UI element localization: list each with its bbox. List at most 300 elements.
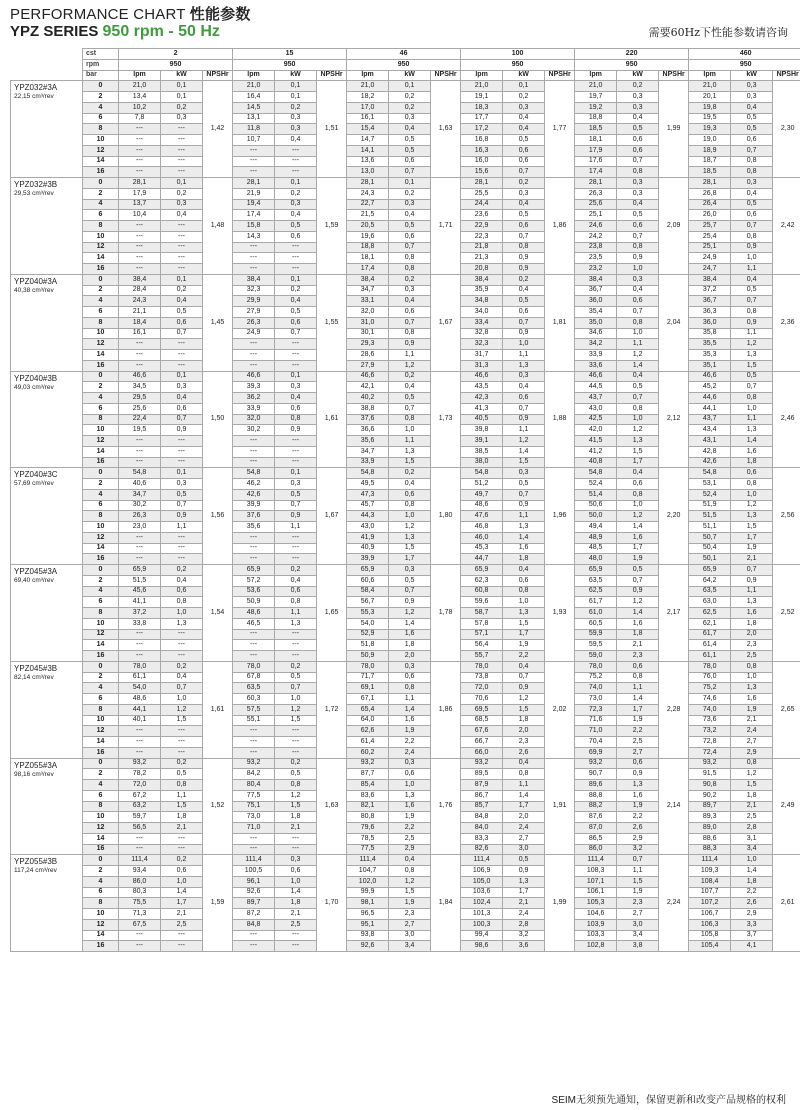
flow-cell: 51,8 bbox=[347, 640, 389, 651]
bar-cell: 6 bbox=[83, 597, 119, 608]
power-cell: 2,0 bbox=[503, 726, 545, 737]
power-cell: 1,3 bbox=[161, 618, 203, 629]
flow-cell: 61,4 bbox=[347, 737, 389, 748]
power-cell: 2,0 bbox=[731, 629, 773, 640]
flow-cell: 30,2 bbox=[119, 500, 161, 511]
flow-cell: --- bbox=[119, 135, 161, 146]
flow-cell: 66,7 bbox=[461, 737, 503, 748]
flow-cell: 73,6 bbox=[689, 715, 731, 726]
flow-cell: 16,3 bbox=[461, 145, 503, 156]
power-cell: 0,4 bbox=[503, 661, 545, 672]
power-cell: 1,7 bbox=[617, 457, 659, 468]
flow-cell: --- bbox=[233, 737, 275, 748]
flow-cell: 109,3 bbox=[689, 866, 731, 877]
power-cell: 0,3 bbox=[503, 188, 545, 199]
power-cell: --- bbox=[275, 446, 317, 457]
power-cell: 2,9 bbox=[731, 747, 773, 758]
power-cell: 1,2 bbox=[731, 769, 773, 780]
flow-cell: --- bbox=[233, 747, 275, 758]
model-displacement: 98,16 cm³/rev bbox=[14, 770, 54, 778]
flow-cell: 33,1 bbox=[347, 296, 389, 307]
bar-cell: 8 bbox=[83, 221, 119, 232]
power-cell: 0,4 bbox=[617, 468, 659, 479]
power-cell: 0,4 bbox=[389, 210, 431, 221]
flow-cell: 42,6 bbox=[233, 489, 275, 500]
series-name: YPZ SERIES bbox=[10, 23, 99, 40]
model-cell bbox=[11, 855, 83, 952]
power-cell: 0,5 bbox=[617, 565, 659, 576]
power-cell: 1,8 bbox=[731, 618, 773, 629]
npshr-cell: 1,86 bbox=[545, 178, 575, 275]
flow-cell: 24,2 bbox=[575, 231, 617, 242]
power-cell: --- bbox=[275, 253, 317, 264]
power-cell: 0,7 bbox=[503, 672, 545, 683]
npshr-cell: 1,63 bbox=[431, 81, 461, 178]
flow-cell: 58,7 bbox=[461, 608, 503, 619]
power-cell: 1,1 bbox=[503, 425, 545, 436]
power-cell: 0,9 bbox=[503, 253, 545, 264]
blank-cell bbox=[11, 70, 83, 81]
flow-cell: 37,2 bbox=[689, 285, 731, 296]
power-cell: 0,9 bbox=[161, 425, 203, 436]
flow-cell: 42,8 bbox=[689, 446, 731, 457]
npshr-cell: 2,02 bbox=[545, 661, 575, 758]
flow-cell: 75,5 bbox=[119, 898, 161, 909]
flow-cell: 59,5 bbox=[575, 640, 617, 651]
power-cell: 0,4 bbox=[161, 575, 203, 586]
flow-cell: 102,0 bbox=[347, 876, 389, 887]
power-cell: --- bbox=[275, 339, 317, 350]
viscosity-header: 46 bbox=[347, 49, 461, 60]
flow-cell: 13,6 bbox=[347, 156, 389, 167]
flow-cell: 34,8 bbox=[461, 296, 503, 307]
power-cell: 0,4 bbox=[731, 102, 773, 113]
flow-cell: 25,4 bbox=[689, 231, 731, 242]
power-cell: 0,8 bbox=[731, 307, 773, 318]
flow-cell: --- bbox=[119, 457, 161, 468]
npshr-cell: 1,63 bbox=[317, 758, 347, 855]
flow-cell: 86,7 bbox=[461, 790, 503, 801]
flow-cell: 51,5 bbox=[119, 575, 161, 586]
flow-cell: 18,4 bbox=[119, 317, 161, 328]
power-cell: --- bbox=[275, 436, 317, 447]
flow-cell: 25,7 bbox=[689, 221, 731, 232]
flow-cell: 32,3 bbox=[233, 285, 275, 296]
chart-header bbox=[10, 6, 251, 41]
flow-cell: 17,4 bbox=[347, 264, 389, 275]
power-cell: 2,9 bbox=[617, 833, 659, 844]
flow-cell: 111,4 bbox=[119, 855, 161, 866]
flow-cell: 86,0 bbox=[119, 876, 161, 887]
flow-cell: 74,0 bbox=[689, 704, 731, 715]
power-cell: 1,0 bbox=[617, 414, 659, 425]
power-cell: 1,9 bbox=[617, 801, 659, 812]
flow-cell: 78,0 bbox=[233, 661, 275, 672]
flow-cell: 23,2 bbox=[575, 264, 617, 275]
power-cell: 1,8 bbox=[731, 790, 773, 801]
flow-cell: --- bbox=[233, 264, 275, 275]
flow-cell: --- bbox=[119, 629, 161, 640]
flow-cell: 57,5 bbox=[233, 704, 275, 715]
power-cell: 1,1 bbox=[389, 436, 431, 447]
npshr-cell: 2,61 bbox=[773, 855, 800, 952]
power-cell: 0,2 bbox=[389, 371, 431, 382]
flow-cell: 23,5 bbox=[575, 253, 617, 264]
npshr-cell: 1,48 bbox=[203, 178, 233, 275]
flow-cell: 98,6 bbox=[461, 941, 503, 952]
power-cell: 1,4 bbox=[275, 887, 317, 898]
flow-cell: --- bbox=[233, 833, 275, 844]
model-cell bbox=[11, 274, 83, 371]
model-displacement: 49,03 cm³/rev bbox=[14, 383, 54, 391]
power-cell: 0,2 bbox=[275, 102, 317, 113]
bar-cell: 0 bbox=[83, 855, 119, 866]
flow-cell: 89,7 bbox=[689, 801, 731, 812]
power-cell: 1,0 bbox=[503, 597, 545, 608]
power-cell: 1,8 bbox=[503, 554, 545, 565]
power-cell: 1,0 bbox=[275, 694, 317, 705]
flow-cell: 88,6 bbox=[689, 833, 731, 844]
power-cell: 0,7 bbox=[161, 328, 203, 339]
flow-cell: 42,5 bbox=[575, 414, 617, 425]
flow-cell: 106,7 bbox=[689, 909, 731, 920]
model-name: YPZ032#3A bbox=[14, 83, 58, 93]
power-cell: 0,2 bbox=[275, 565, 317, 576]
flow-cell: 28,1 bbox=[233, 178, 275, 189]
flow-cell: 41,2 bbox=[575, 446, 617, 457]
power-cell: 1,5 bbox=[731, 780, 773, 791]
power-cell: --- bbox=[161, 930, 203, 941]
flow-cell: 36,7 bbox=[575, 285, 617, 296]
power-cell: 3,2 bbox=[617, 844, 659, 855]
power-cell: 0,6 bbox=[275, 403, 317, 414]
flow-cell: 61,4 bbox=[689, 640, 731, 651]
flow-cell: 46,5 bbox=[233, 618, 275, 629]
flow-cell: 40,5 bbox=[461, 414, 503, 425]
bar-cell: 14 bbox=[83, 253, 119, 264]
power-cell: 1,3 bbox=[503, 360, 545, 371]
power-cell: 2,1 bbox=[161, 909, 203, 920]
flow-cell: 24,9 bbox=[689, 253, 731, 264]
flow-cell: 38,4 bbox=[689, 274, 731, 285]
npshr-cell: 1,42 bbox=[203, 81, 233, 178]
flow-cell: --- bbox=[119, 941, 161, 952]
flow-cell: 32,8 bbox=[461, 328, 503, 339]
flow-cell: 14,3 bbox=[233, 231, 275, 242]
flow-cell: 37,2 bbox=[119, 608, 161, 619]
power-cell: 0,4 bbox=[161, 672, 203, 683]
flow-cell: 75,2 bbox=[689, 683, 731, 694]
power-cell: --- bbox=[161, 135, 203, 146]
flow-cell: 77,5 bbox=[233, 790, 275, 801]
header-row-units bbox=[11, 70, 800, 81]
power-cell: --- bbox=[275, 726, 317, 737]
flow-cell: 48,0 bbox=[575, 554, 617, 565]
unit-header: kW bbox=[275, 70, 317, 81]
flow-cell: 85,4 bbox=[347, 780, 389, 791]
power-cell: 0,5 bbox=[275, 672, 317, 683]
flow-cell: 55,3 bbox=[347, 608, 389, 619]
power-cell: 0,4 bbox=[731, 274, 773, 285]
flow-cell: 35,1 bbox=[689, 360, 731, 371]
power-cell: 0,4 bbox=[617, 113, 659, 124]
unit-header: NPSHr bbox=[545, 70, 575, 81]
flow-cell: 24,9 bbox=[233, 328, 275, 339]
power-cell: 0,3 bbox=[275, 382, 317, 393]
flow-cell: 70,4 bbox=[575, 737, 617, 748]
power-cell: 0,1 bbox=[503, 81, 545, 92]
power-cell: 0,8 bbox=[731, 167, 773, 178]
power-cell: 0,5 bbox=[731, 285, 773, 296]
power-cell: 1,2 bbox=[731, 339, 773, 350]
flow-cell: 73,8 bbox=[461, 672, 503, 683]
power-cell: 0,6 bbox=[389, 489, 431, 500]
power-cell: 0,3 bbox=[503, 468, 545, 479]
bar-cell: 12 bbox=[83, 726, 119, 737]
bar-cell: 4 bbox=[83, 296, 119, 307]
flow-cell: 51,2 bbox=[461, 479, 503, 490]
flow-cell: 46,6 bbox=[575, 371, 617, 382]
flow-cell: --- bbox=[233, 651, 275, 662]
power-cell: 0,8 bbox=[275, 414, 317, 425]
table-row bbox=[11, 758, 800, 769]
flow-cell: 18,7 bbox=[689, 156, 731, 167]
power-cell: 2,2 bbox=[503, 651, 545, 662]
flow-cell: 25,5 bbox=[461, 188, 503, 199]
flow-cell: 30,1 bbox=[347, 328, 389, 339]
flow-cell: 21,0 bbox=[689, 81, 731, 92]
model-displacement: 82,14 cm³/rev bbox=[14, 673, 54, 681]
npshr-cell: 1,80 bbox=[431, 468, 461, 565]
power-cell: 0,9 bbox=[617, 253, 659, 264]
flow-cell: 10,7 bbox=[233, 135, 275, 146]
power-cell: 0,6 bbox=[275, 866, 317, 877]
power-cell: 1,1 bbox=[731, 328, 773, 339]
viscosity-header: 2 bbox=[119, 49, 233, 60]
flow-cell: 29,5 bbox=[119, 393, 161, 404]
flow-cell: 32,3 bbox=[461, 339, 503, 350]
flow-cell: 96,1 bbox=[233, 876, 275, 887]
power-cell: 0,4 bbox=[503, 124, 545, 135]
bar-cell: 14 bbox=[83, 350, 119, 361]
power-cell: --- bbox=[161, 554, 203, 565]
npshr-cell: 2,49 bbox=[773, 758, 800, 855]
flow-cell: 87,6 bbox=[575, 812, 617, 823]
power-cell: 2,3 bbox=[389, 909, 431, 920]
flow-cell: 10,4 bbox=[119, 210, 161, 221]
power-cell: 2,0 bbox=[503, 812, 545, 823]
power-cell: 0,6 bbox=[275, 586, 317, 597]
power-cell: --- bbox=[161, 844, 203, 855]
power-cell: 0,4 bbox=[503, 113, 545, 124]
flow-cell: 67,2 bbox=[119, 790, 161, 801]
flow-cell: --- bbox=[233, 253, 275, 264]
bar-cell: 0 bbox=[83, 178, 119, 189]
flow-cell: 52,4 bbox=[689, 489, 731, 500]
table-row bbox=[11, 468, 800, 479]
flow-cell: 78,0 bbox=[347, 661, 389, 672]
bar-cell: 10 bbox=[83, 715, 119, 726]
power-cell: 0,5 bbox=[731, 371, 773, 382]
npshr-cell: 2,56 bbox=[773, 468, 800, 565]
power-cell: 1,2 bbox=[389, 608, 431, 619]
flow-cell: 87,7 bbox=[347, 769, 389, 780]
flow-cell: 43,0 bbox=[347, 522, 389, 533]
power-cell: 0,8 bbox=[731, 479, 773, 490]
flow-cell: 23,6 bbox=[461, 210, 503, 221]
bar-cell: 12 bbox=[83, 436, 119, 447]
power-cell: 1,9 bbox=[731, 704, 773, 715]
flow-cell: 93,2 bbox=[575, 758, 617, 769]
bar-cell: 4 bbox=[83, 876, 119, 887]
power-cell: 0,4 bbox=[617, 371, 659, 382]
flow-cell: 75,1 bbox=[233, 801, 275, 812]
flow-cell: 48,6 bbox=[233, 608, 275, 619]
flow-cell: 87,0 bbox=[575, 823, 617, 834]
power-cell: 1,2 bbox=[731, 500, 773, 511]
power-cell: 1,1 bbox=[275, 522, 317, 533]
power-cell: 1,1 bbox=[617, 683, 659, 694]
flow-cell: 23,8 bbox=[575, 242, 617, 253]
model-displacement: 40,38 cm³/rev bbox=[14, 286, 54, 294]
model-name: YPZ032#3B bbox=[14, 180, 58, 189]
flow-cell: --- bbox=[119, 156, 161, 167]
power-cell: 1,3 bbox=[389, 446, 431, 457]
power-cell: 2,3 bbox=[617, 898, 659, 909]
power-cell: 3,1 bbox=[731, 833, 773, 844]
flow-cell: 80,4 bbox=[233, 780, 275, 791]
flow-cell: 50,9 bbox=[233, 597, 275, 608]
unit-header: lpm bbox=[689, 70, 731, 81]
flow-cell: 80,8 bbox=[347, 812, 389, 823]
power-cell: --- bbox=[275, 360, 317, 371]
flow-cell: 93,2 bbox=[233, 758, 275, 769]
power-cell: 0,8 bbox=[389, 683, 431, 694]
power-cell: 1,6 bbox=[731, 446, 773, 457]
power-cell: 0,7 bbox=[503, 231, 545, 242]
flow-cell: 27,9 bbox=[347, 360, 389, 371]
power-cell: 0,6 bbox=[161, 866, 203, 877]
flow-cell: 36,3 bbox=[689, 307, 731, 318]
power-cell: 0,1 bbox=[275, 468, 317, 479]
power-cell: 0,3 bbox=[731, 178, 773, 189]
power-cell: 3,3 bbox=[731, 919, 773, 930]
power-cell: 1,8 bbox=[389, 640, 431, 651]
power-cell: 0,4 bbox=[617, 199, 659, 210]
flow-cell: 15,8 bbox=[233, 221, 275, 232]
flow-cell: 37,6 bbox=[347, 414, 389, 425]
power-cell: 0,7 bbox=[503, 317, 545, 328]
flow-cell: 35,8 bbox=[689, 328, 731, 339]
power-cell: 1,3 bbox=[275, 618, 317, 629]
npshr-cell: 1,65 bbox=[317, 565, 347, 662]
bar-cell: 8 bbox=[83, 414, 119, 425]
power-cell: 1,2 bbox=[161, 704, 203, 715]
flow-cell: 89,3 bbox=[689, 812, 731, 823]
power-cell: 0,6 bbox=[503, 221, 545, 232]
power-cell: 0,8 bbox=[617, 489, 659, 500]
flow-cell: --- bbox=[119, 221, 161, 232]
power-cell: 2,1 bbox=[275, 823, 317, 834]
flow-cell: 60,3 bbox=[233, 694, 275, 705]
power-cell: 0,4 bbox=[503, 565, 545, 576]
power-cell: 2,7 bbox=[731, 737, 773, 748]
power-cell: 1,5 bbox=[161, 715, 203, 726]
flow-cell: 59,6 bbox=[461, 597, 503, 608]
flow-cell: 11,8 bbox=[233, 124, 275, 135]
flow-cell: 28,1 bbox=[119, 178, 161, 189]
power-cell: 0,7 bbox=[161, 683, 203, 694]
power-cell: 1,0 bbox=[503, 339, 545, 350]
power-cell: 0,6 bbox=[275, 231, 317, 242]
flow-cell: 48,5 bbox=[575, 543, 617, 554]
power-cell: 0,2 bbox=[275, 285, 317, 296]
npshr-cell: 1,76 bbox=[431, 758, 461, 855]
npshr-cell: 1,59 bbox=[203, 855, 233, 952]
power-cell: 0,9 bbox=[161, 511, 203, 522]
model-name: YPZ045#3B bbox=[14, 663, 58, 673]
power-cell: 1,5 bbox=[161, 801, 203, 812]
power-cell: 0,2 bbox=[503, 92, 545, 103]
power-cell: 2,1 bbox=[731, 801, 773, 812]
flow-cell: 62,6 bbox=[347, 726, 389, 737]
power-cell: 2,4 bbox=[389, 747, 431, 758]
power-cell: 2,3 bbox=[731, 640, 773, 651]
flow-cell: 88,8 bbox=[575, 790, 617, 801]
bar-cell: 16 bbox=[83, 941, 119, 952]
bar-cell: 6 bbox=[83, 790, 119, 801]
power-cell: 0,4 bbox=[617, 285, 659, 296]
power-cell: 0,5 bbox=[617, 210, 659, 221]
power-cell: 1,2 bbox=[503, 436, 545, 447]
npshr-cell: 2,24 bbox=[659, 855, 689, 952]
bar-cell: 4 bbox=[83, 102, 119, 113]
power-cell: 0,9 bbox=[503, 683, 545, 694]
row-label-cst: cst bbox=[83, 49, 119, 60]
power-cell: 1,6 bbox=[731, 694, 773, 705]
model-cell bbox=[11, 371, 83, 468]
flow-cell: 46,6 bbox=[347, 371, 389, 382]
blank-cell bbox=[11, 49, 83, 60]
unit-header: kW bbox=[617, 70, 659, 81]
flow-cell: 19,7 bbox=[575, 92, 617, 103]
bar-cell: 12 bbox=[83, 919, 119, 930]
power-cell: 0,7 bbox=[731, 221, 773, 232]
flow-cell: 22,9 bbox=[461, 221, 503, 232]
title-cn: 性能参数 bbox=[189, 6, 251, 23]
power-cell: 1,1 bbox=[731, 414, 773, 425]
flow-cell: 57,2 bbox=[233, 575, 275, 586]
npshr-cell: 2,12 bbox=[659, 371, 689, 468]
power-cell: 1,9 bbox=[503, 640, 545, 651]
bar-cell: 2 bbox=[83, 866, 119, 877]
unit-header: NPSHr bbox=[659, 70, 689, 81]
bar-cell: 4 bbox=[83, 199, 119, 210]
power-cell: 0,1 bbox=[161, 274, 203, 285]
flow-cell: 67,1 bbox=[347, 694, 389, 705]
power-cell: 0,9 bbox=[617, 586, 659, 597]
bar-cell: 6 bbox=[83, 113, 119, 124]
power-cell: 2,7 bbox=[617, 747, 659, 758]
power-cell: 1,9 bbox=[389, 726, 431, 737]
power-cell: 0,5 bbox=[161, 769, 203, 780]
bar-cell: 0 bbox=[83, 758, 119, 769]
flow-cell: 14,1 bbox=[347, 145, 389, 156]
bar-cell: 2 bbox=[83, 575, 119, 586]
flow-cell: 51,4 bbox=[575, 489, 617, 500]
power-cell: 0,6 bbox=[389, 672, 431, 683]
power-cell: 0,3 bbox=[731, 92, 773, 103]
